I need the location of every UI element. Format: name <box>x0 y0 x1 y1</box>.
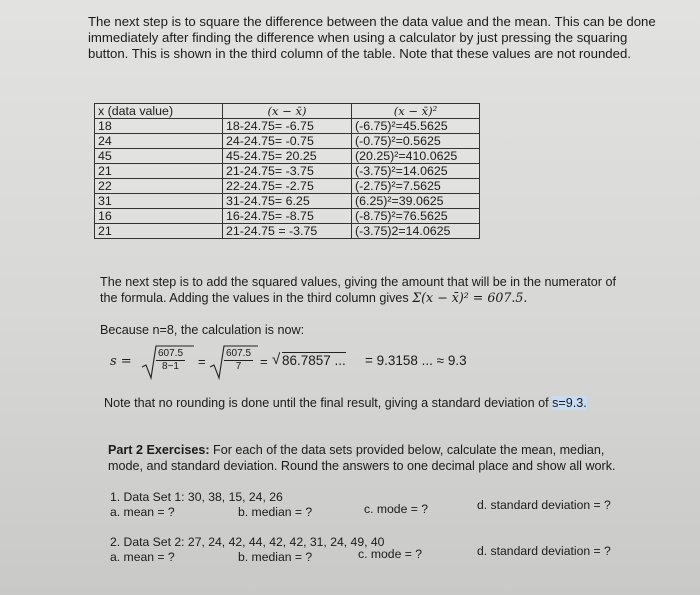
table-header-row <box>95 104 480 119</box>
cell-diff: 21-24.75= -3.75 <box>223 164 352 179</box>
cell-x: 24 <box>95 134 223 149</box>
fraction-2-numerator: 607.5 <box>226 348 252 359</box>
exercise-1-mode: c. mode = ? <box>364 502 429 516</box>
exercise-1-sd: d. standard deviation = ? <box>477 498 611 512</box>
cell-square: (20.25)²=410.0625 <box>352 149 480 164</box>
formula-equals-1: = <box>198 354 206 369</box>
exercise-1-median: b. median = ? <box>238 505 313 519</box>
cell-square: (-2.75)²=7.5625 <box>352 179 480 194</box>
cell-x: 18 <box>95 119 223 134</box>
sum-expression: Σ(x − x̄)² = 607.5. <box>412 290 528 305</box>
sum-paragraph <box>100 274 660 306</box>
cell-square: (-3.75)²=14.0625 <box>352 164 480 179</box>
table-row <box>95 149 480 164</box>
cell-square: (-3.75)2=14.0625 <box>352 224 480 239</box>
cell-x: 21 <box>95 164 223 179</box>
exercise-2-label: 2. Data Set 2: 27, 24, 42, 44, 42, 42, 31, 24, 49, 40 <box>110 535 385 549</box>
cell-diff: 22-24.75= -2.75 <box>223 179 352 194</box>
exercise-2-mean: a. mean = ? <box>110 550 175 564</box>
cell-square: (-0.75)²=0.5625 <box>352 134 480 149</box>
cell-diff: 45-24.75= 20.25 <box>223 149 352 164</box>
cell-x: 21 <box>95 224 223 239</box>
std-dev-formula <box>110 343 510 381</box>
cell-diff: 21-24.75 = -3.75 <box>223 224 352 239</box>
sqrt-symbol-icon: √ <box>272 351 281 368</box>
header-difference: (x − x̄) <box>223 104 352 119</box>
highlighted-result: s=9.3. <box>552 396 587 410</box>
formula-root-value: 86.7857 ... <box>282 353 346 368</box>
intro-paragraph: The next step is to square the difference between the data value and the mean. This can be done immediately after finding the difference when using a calculator by just pressing the squaring button. This is shown in the third column of the table. Note that these values are not rounded. <box>88 14 656 61</box>
part2-instructions <box>108 442 668 474</box>
table-row <box>95 209 480 224</box>
formula-lhs: s = <box>110 354 132 369</box>
cell-diff: 18-24.75= -6.75 <box>223 119 352 134</box>
cell-x: 22 <box>95 179 223 194</box>
part2-title: Part 2 Exercises: <box>108 443 210 457</box>
table-row <box>95 194 480 209</box>
formula-equals-2: = <box>260 354 268 369</box>
fraction-2-denominator: 7 <box>235 361 242 372</box>
table-row <box>95 119 480 134</box>
exercise-1-mean: a. mean = ? <box>110 505 175 519</box>
cell-x: 31 <box>95 194 223 209</box>
cell-diff: 31-24.75= 6.25 <box>223 194 352 209</box>
part2-text: For each of the data sets provided below, calculate the mean, median, <box>213 443 605 457</box>
fraction-1 <box>156 348 185 373</box>
sum-line-1: The next step is to add the squared values, giving the amount that will be in the numerator of <box>100 275 616 289</box>
fraction-2 <box>224 348 253 373</box>
cell-diff: 24-24.75= -0.75 <box>223 134 352 149</box>
fraction-1-denominator: 8−1 <box>162 361 179 372</box>
rounding-note-text: Note that no rounding is done until the final result, giving a standard deviation of <box>104 396 549 410</box>
rounding-note <box>104 395 587 411</box>
table-row <box>95 134 480 149</box>
table-row <box>95 164 480 179</box>
table-row <box>95 179 480 194</box>
exercise-2-median: b. median = ? <box>238 550 313 564</box>
cell-square: (-8.75)²=76.5625 <box>352 209 480 224</box>
header-squared: (x − x̄)² <box>352 104 480 119</box>
exercise-2-sd: d. standard deviation = ? <box>477 544 611 558</box>
header-data-value: x (data value) <box>95 104 223 119</box>
table-row <box>95 224 480 239</box>
cell-x: 45 <box>95 149 223 164</box>
part2-line-2: mode, and standard deviation. Round the answers to one decimal place and show all work. <box>108 459 616 473</box>
cell-x: 16 <box>95 209 223 224</box>
data-table <box>94 103 480 239</box>
cell-square: (-6.75)²=45.5625 <box>352 119 480 134</box>
exercise-2-mode: c. mode = ? <box>358 547 423 561</box>
cell-diff: 16-24.75= -8.75 <box>223 209 352 224</box>
cell-square: (6.25)²=39.0625 <box>352 194 480 209</box>
because-line: Because n=8, the calculation is now: <box>100 323 305 337</box>
formula-result: = 9.3158 ... ≈ 9.3 <box>365 353 467 368</box>
fraction-1-numerator: 607.5 <box>158 348 184 359</box>
exercise-1-label: 1. Data Set 1: 30, 38, 15, 24, 26 <box>110 490 283 504</box>
sum-line-2: the formula. Adding the values in the third column gives <box>100 291 409 305</box>
